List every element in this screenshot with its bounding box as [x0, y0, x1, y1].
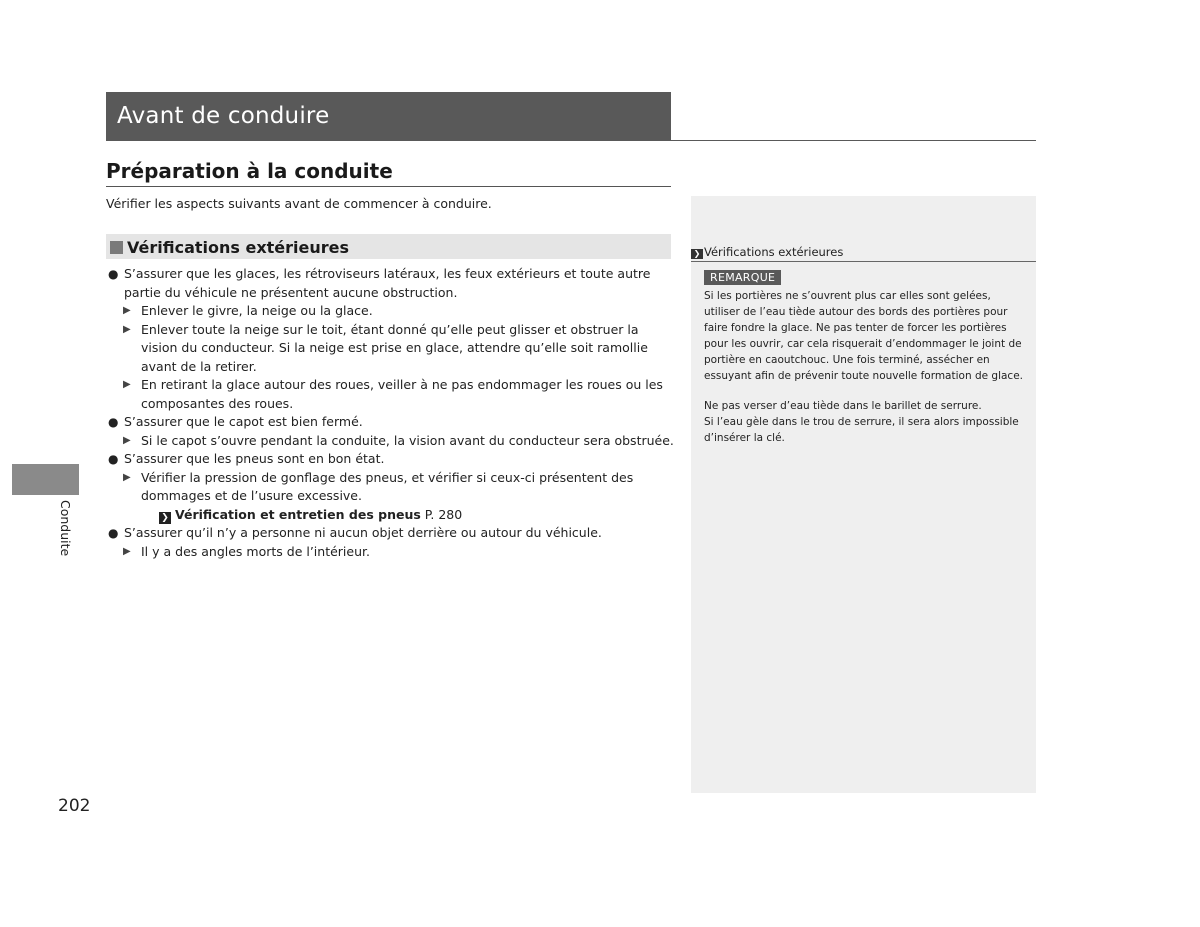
cross-reference[interactable]: [106, 506, 674, 525]
triangle-right-icon: ▶: [123, 305, 131, 316]
sidebar-paragraph: Ne pas verser d’eau tiède dans le barillet de serrure. Si l’eau gèle dans le trou de serrure, il sera alors impossible d’insérer la clé.: [704, 400, 1019, 444]
section-title: Préparation à la conduite: [106, 158, 671, 187]
list-item-text: S’assurer que les glaces, les rétroviseurs latéraux, les feux extérieurs et toute autre partie du véhicule ne présentent aucune obstruction.: [124, 266, 651, 300]
bullet-dot-icon: ●: [108, 452, 119, 466]
sub-item: [106, 302, 674, 321]
sub-item: [106, 376, 674, 413]
list-item: [106, 413, 674, 432]
sub-item-text: Vérifier la pression de gonflage des pneus, et vérifier si ceux-ci présentent des dommages et de l’usure excessive.: [141, 469, 634, 503]
sidebar-heading-text: Vérifications extérieures: [704, 245, 844, 259]
chapter-tab: [12, 464, 79, 495]
cross-reference-icon: ❯: [159, 512, 171, 524]
chapter-tab-label: Conduite: [58, 500, 73, 557]
triangle-right-icon: ▶: [123, 545, 131, 557]
sidebar-panel: [691, 196, 1036, 793]
intro-text: Vérifier les aspects suivants avant de commencer à conduire.: [106, 196, 492, 211]
checklist: [106, 265, 674, 561]
sidebar-text: [704, 288, 1026, 446]
sub-item: [106, 432, 674, 451]
sub-item-text: Enlever le givre, la neige ou la glace.: [141, 303, 373, 318]
list-item-text: S’assurer que les pneus sont en bon état.: [124, 451, 385, 466]
triangle-right-icon: ▶: [123, 323, 131, 335]
subsection-bar: [106, 234, 671, 259]
square-icon: [110, 241, 123, 254]
subsection-title: Vérifications extérieures: [127, 238, 350, 257]
chapter-title: Avant de conduire: [117, 103, 330, 129]
cross-reference-page[interactable]: P. 280: [424, 506, 463, 522]
notice-badge: REMARQUE: [704, 270, 781, 285]
sub-item: [106, 469, 674, 506]
list-item: [106, 524, 674, 543]
bullet-dot-icon: ●: [108, 415, 119, 429]
triangle-right-icon: ▶: [123, 434, 131, 446]
sidebar-paragraph: Si les portières ne s’ouvrent plus car elles sont gelées, utiliser de l’eau tiède autour des bords des portières pour faire fondre la glace. Ne pas tenter de forcer les portières pour les ouvrir, car cela risquerait d’endommager le joint de portière en caoutchouc. Une fois terminé, assécher en essuyant afin de prévenir toute nouvelle formation de glace.: [704, 290, 1023, 382]
bullet-dot-icon: ●: [108, 526, 119, 540]
list-item: [106, 265, 674, 302]
sub-item: [106, 321, 674, 377]
sub-item: [106, 543, 674, 562]
sub-item-text: Enlever toute la neige sur le toit, étant donné qu’elle peut glisser et obstruer la vision du conducteur. Si la neige est prise en glace, attendre qu’elle soit ramollie avant de la retirer.: [141, 321, 648, 374]
list-item: [106, 450, 674, 469]
banner-rule: [671, 140, 1036, 141]
page-number: 202: [58, 796, 91, 816]
sidebar-heading: [691, 242, 1036, 262]
list-item-text: S’assurer que le capot est bien fermé.: [124, 414, 363, 429]
sub-item-text: Il y a des angles morts de l’intérieur.: [141, 543, 370, 559]
chapter-banner: [106, 92, 671, 141]
cross-reference-label[interactable]: Vérification et entretien des pneus: [175, 506, 421, 522]
sub-item-text: Si le capot s’ouvre pendant la conduite, la vision avant du conducteur sera obstruée.: [141, 432, 674, 448]
triangle-right-icon: ▶: [123, 379, 131, 390]
triangle-right-icon: ▶: [123, 471, 131, 483]
bullet-dot-icon: ●: [108, 267, 119, 281]
cross-reference-icon: ❯: [691, 249, 703, 259]
list-item-text: S’assurer qu’il n’y a personne ni aucun objet derrière ou autour du véhicule.: [124, 525, 602, 540]
sub-item-text: En retirant la glace autour des roues, veiller à ne pas endommager les roues ou les composantes des roues.: [141, 377, 663, 411]
